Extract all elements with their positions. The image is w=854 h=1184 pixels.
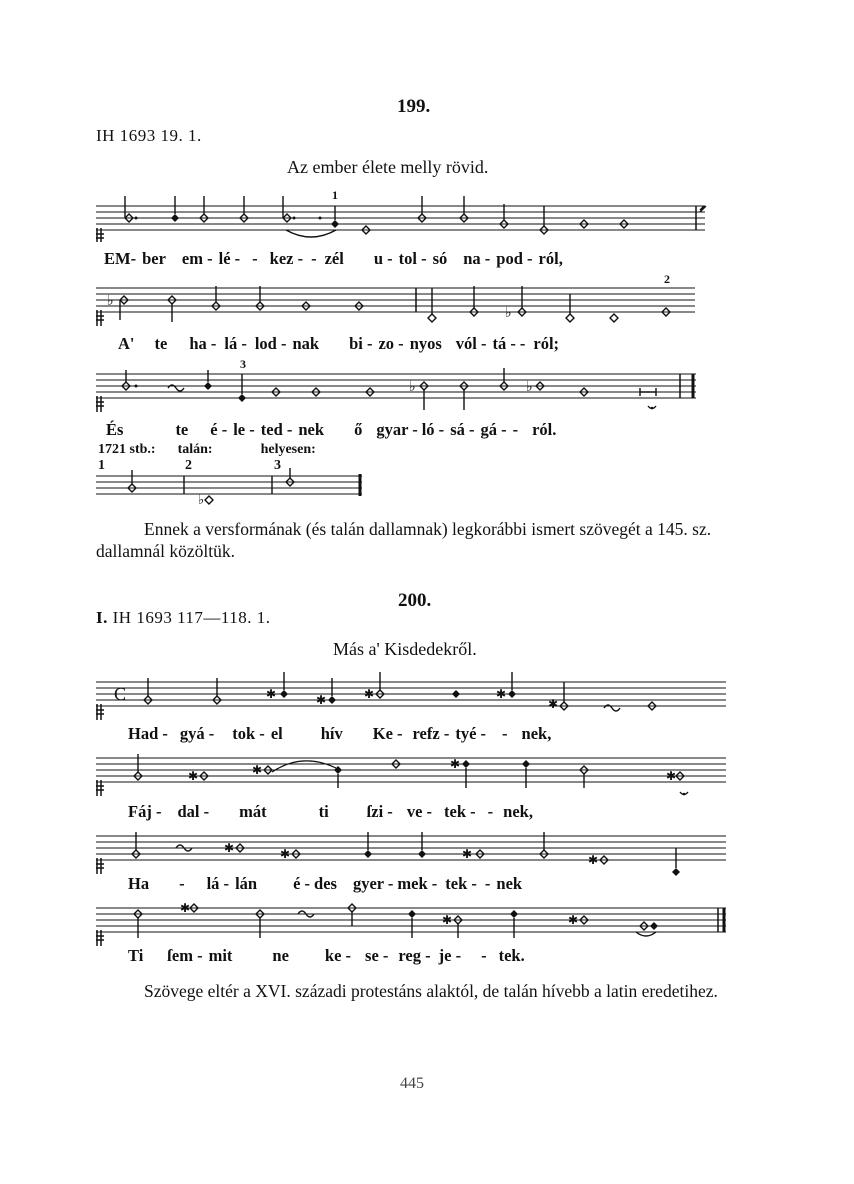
hymn-199-number: 199.: [397, 96, 431, 117]
svg-text:✱: ✱: [364, 687, 375, 701]
svg-text:✱: ✱: [568, 913, 579, 927]
svg-text:✱: ✱: [224, 841, 235, 855]
svg-text:✱: ✱: [252, 763, 263, 777]
hymn-199-note: Ennek a versformának (és talán dallamnak) legkorábbi ismert szövegét a 145. sz. dallamnál közöltük.: [96, 519, 712, 561]
staff-mark-2: 2: [664, 272, 670, 286]
svg-text:✱: ✱: [450, 757, 461, 771]
svg-text:♭: ♭: [505, 306, 512, 321]
svg-text:✱: ✱: [280, 847, 291, 861]
hymn-200-number: 200.: [398, 590, 432, 611]
staff-mark-1: 1: [332, 190, 338, 202]
svg-text:✱: ✱: [316, 693, 327, 707]
lyric-line: Ha - lá - lán é - des gyer - mek - tek - - nek: [128, 874, 523, 893]
music-staff: [0, 358, 854, 418]
hymn-199-source: IH 1693 19. 1.: [96, 126, 202, 145]
lyric-line: Fáj - dal - mát ti ſzi - ve - tek - - nek,: [128, 802, 533, 821]
svg-text:✱: ✱: [180, 901, 191, 915]
svg-text:♭: ♭: [198, 492, 205, 507]
music-staff: [0, 272, 854, 332]
staff-mark-3: 3: [240, 358, 246, 371]
svg-text:✱: ✱: [588, 853, 599, 867]
page-number: 445: [400, 1075, 424, 1092]
lyric-line: A' te ha - lá - lod - nak bi - zo - nyos vól - tá - - ról;: [118, 334, 560, 353]
hymn-200-title: Más a' Kisdedekről.: [333, 639, 477, 659]
svg-text:C: C: [114, 684, 127, 704]
svg-text:✱: ✱: [496, 687, 507, 701]
svg-text:♭: ♭: [107, 294, 114, 309]
variant-numbers-row: 1 2 3: [98, 458, 281, 473]
music-staff: [0, 822, 854, 882]
hymn-200-note: Szövege eltér a XVI. századi protestáns alaktól, de talán hívebb a latin eredetihez.: [144, 981, 718, 1001]
svg-text:♭: ♭: [526, 380, 533, 395]
lyric-line: Ti ſem - mit ne ke - se - reg - je - - tek.: [128, 946, 525, 965]
variant-staff: [0, 466, 854, 516]
music-staff: [0, 744, 854, 804]
lyric-line: Had - gyá - tok - el hív Ke - refz - tyé - - nek,: [128, 724, 552, 743]
svg-text:✱: ✱: [548, 697, 559, 711]
lyric-line: EM- ber em - lé - - kez - - zél u - tol - só na - pod - ról,: [104, 249, 563, 268]
variant-label-row: 1721 stb.: talán: helyesen:: [98, 442, 316, 457]
music-staff: [0, 668, 854, 728]
music-staff: [0, 894, 854, 954]
svg-text:✱: ✱: [666, 769, 677, 783]
hymn-199-title: Az ember élete melly rövid.: [287, 157, 489, 177]
svg-text:✱: ✱: [188, 769, 199, 783]
svg-text:✱: ✱: [442, 913, 453, 927]
lyric-line: És te é - le - ted - nek ő gyar - ló - sá - gá - - ról.: [106, 420, 557, 439]
svg-text:✱: ✱: [266, 687, 277, 701]
svg-text:♭: ♭: [409, 380, 416, 395]
svg-text:✱: ✱: [462, 847, 473, 861]
hymn-200-source: I. IH 1693 117—118. 1.: [96, 608, 271, 627]
